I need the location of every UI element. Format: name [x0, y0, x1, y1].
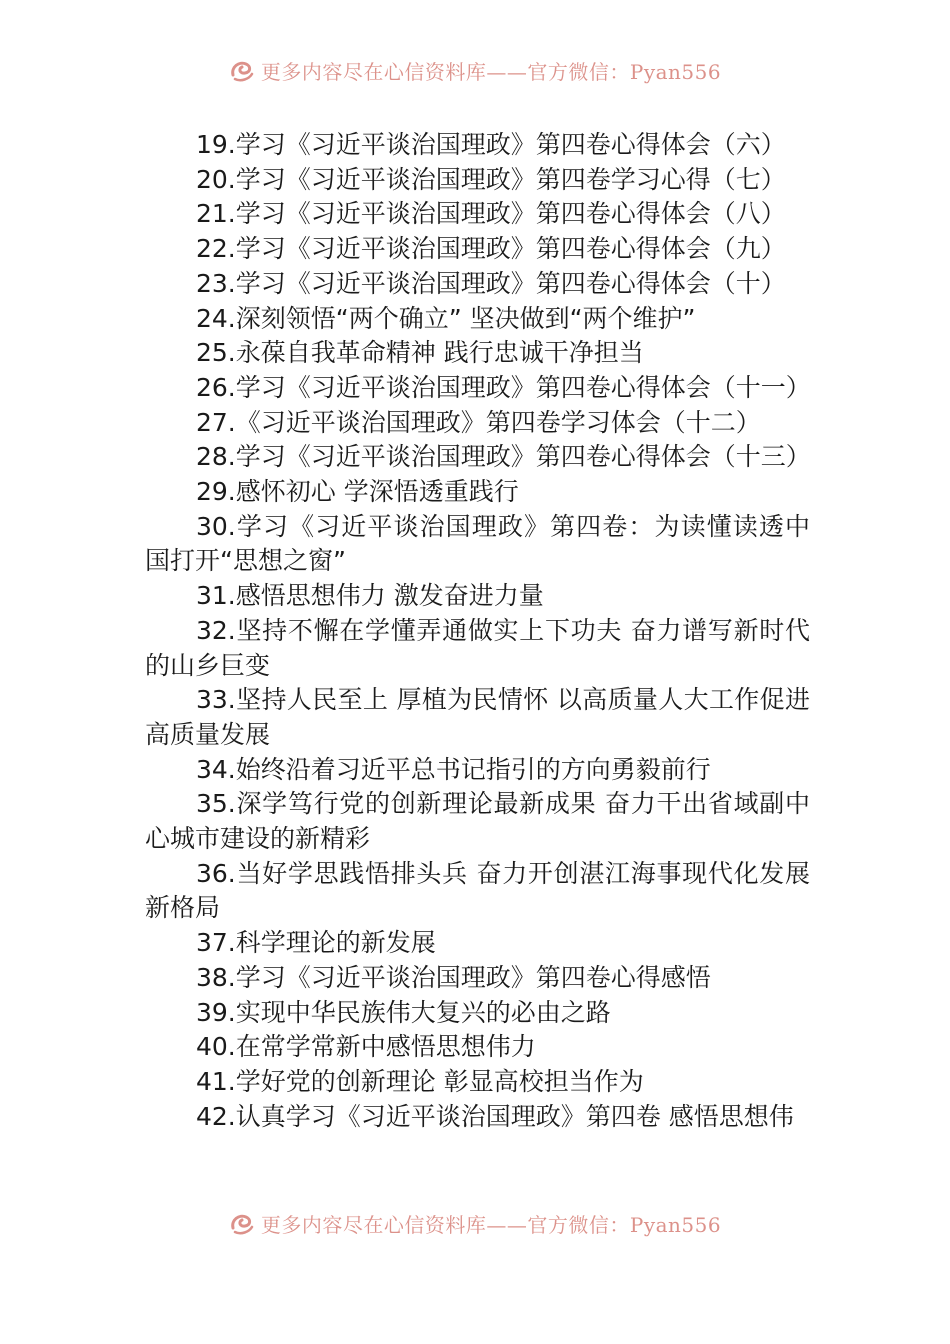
toc-entry: 26.学习《习近平谈治国理政》第四卷心得体会（十一）: [196, 372, 811, 402]
toc-entry: 33.坚持人民至上 厚植为民情怀 以高质量人大工作促进高质量发展: [145, 685, 810, 749]
toc-entry: 28.学习《习近平谈治国理政》第四卷心得体会（十三）: [196, 442, 811, 472]
header-watermark: [0, 52, 950, 88]
swirl-logo-icon: [229, 1210, 255, 1236]
watermark-text: 更多内容尽在心信资料库——官方微信：Pyan556: [260, 1212, 722, 1237]
swirl-logo-icon: [229, 57, 255, 83]
toc-entry: 19.学习《习近平谈治国理政》第四卷心得体会（六）: [196, 130, 786, 159]
toc-entry: 36.当好学思践悟排头兵 奋力开创湛江海事现代化发展新格局: [145, 858, 810, 923]
toc-entry: 30.学习《习近平谈治国理政》第四卷：为读懂读透中国打开“思想之窗”: [145, 511, 810, 576]
toc-entry: 42.认真学习《习近平谈治国理政》第四卷 感悟思想伟: [196, 1101, 794, 1131]
toc-entry: 23.学习《习近平谈治国理政》第四卷心得体会（十）: [196, 268, 786, 298]
toc-entry: 21.学习《习近平谈治国理政》第四卷心得体会（八）: [196, 199, 786, 229]
toc-entry: 31.感悟思想伟力 激发奋进力量: [196, 581, 544, 611]
toc-entry: 24.深刻领悟“两个确立” 坚决做到“两个维护”: [196, 303, 696, 333]
toc-entry: 35.深学笃行党的创新理论最新成果 奋力干出省域副中心城市建设的新精彩: [145, 789, 810, 854]
footer-watermark: [0, 1205, 950, 1241]
toc-entry: 40.在常学常新中感悟思想伟力: [196, 1032, 536, 1062]
toc-entry: 22.学习《习近平谈治国理政》第四卷心得体会（九）: [196, 234, 786, 264]
toc-entry: 27.《习近平谈治国理政》第四卷学习体会（十二）: [196, 407, 761, 437]
toc-entry: 29.感怀初心 学深悟透重践行: [196, 477, 519, 507]
watermark-text: 更多内容尽在心信资料库——官方微信：Pyan556: [260, 59, 722, 84]
toc-entry: 34.始终沿着习近平总书记指引的方向勇毅前行: [196, 754, 711, 784]
toc-entry: 20.学习《习近平谈治国理政》第四卷学习心得（七）: [196, 164, 786, 194]
table-of-contents: [145, 128, 810, 1134]
toc-entry: 41.学好党的创新理论 彰显高校担当作为: [196, 1066, 644, 1096]
toc-entry: 38.学习《习近平谈治国理政》第四卷心得感悟: [196, 962, 711, 992]
toc-entry: 37.科学理论的新发展: [196, 928, 436, 958]
toc-entry: 32.坚持不懈在学懂弄通做实上下功夫 奋力谱写新时代的山乡巨变: [145, 615, 810, 680]
toc-entry: 25.永葆自我革命精神 践行忠诚干净担当: [196, 338, 644, 368]
toc-entry: 39.实现中华民族伟大复兴的必由之路: [196, 997, 611, 1027]
